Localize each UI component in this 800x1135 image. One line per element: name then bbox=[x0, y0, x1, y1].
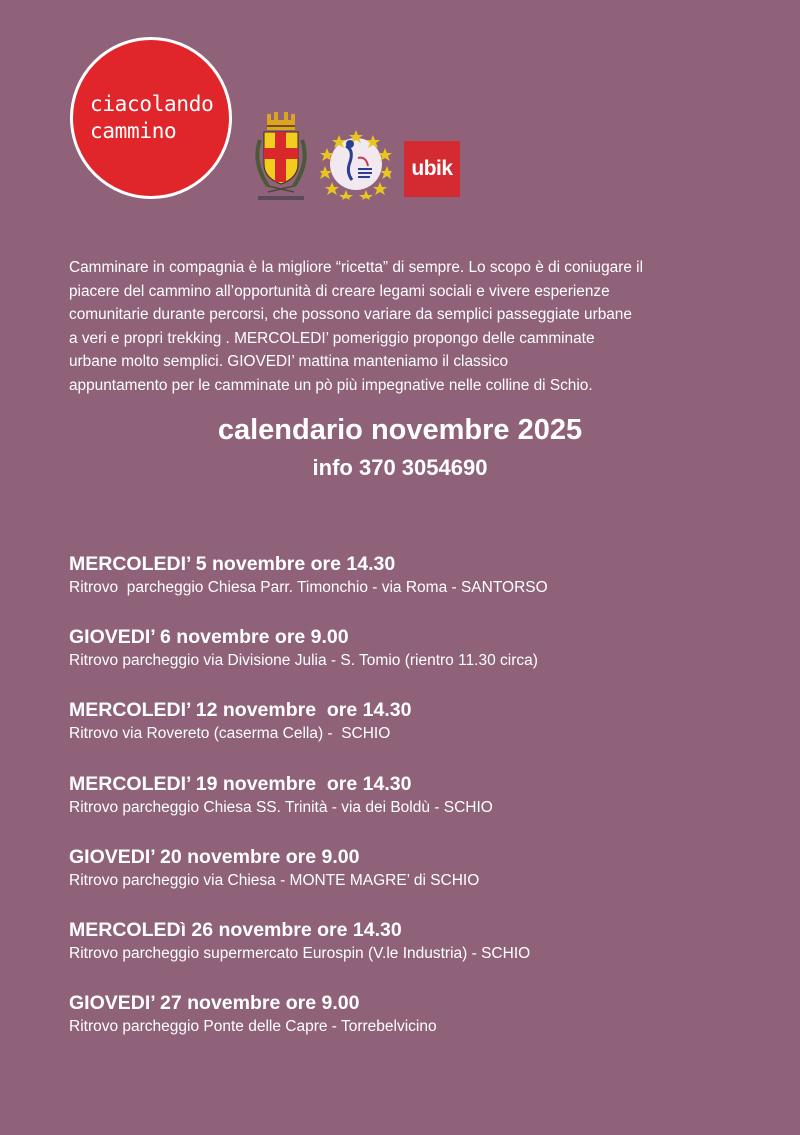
event-item bbox=[69, 697, 769, 770]
event-item bbox=[69, 917, 769, 990]
event-title: GIOVEDI’ 20 novembre ore 9.00 bbox=[69, 845, 360, 868]
intro-paragraph bbox=[69, 256, 739, 398]
intro-line: appuntamento per le camminate un pò più impegnative nelle colline di Schio. bbox=[69, 376, 593, 394]
event-meeting-point: Ritrovo via Rovereto (caserma Cella) - SCHIO bbox=[69, 725, 391, 743]
calendar-title: calendario novembre 2025 bbox=[217, 414, 583, 446]
event-title: GIOVEDI’ 6 novembre ore 9.00 bbox=[69, 626, 349, 649]
events-list bbox=[69, 551, 769, 1063]
event-meeting-point: Ritrovo parcheggio supermercato Eurospin (V.le Industria) - SCHIO bbox=[69, 944, 531, 962]
event-meeting-point: Ritrovo parcheggio via Divisione Julia - S. Tomio (rientro 11.30 circa) bbox=[69, 652, 538, 670]
intro-line: urbane molto semplici. GIOVEDI’ mattina manteniamo il classico bbox=[69, 353, 509, 371]
event-title: MERCOLEDI’ 19 novembre ore 14.30 bbox=[69, 772, 412, 795]
european-stars-emblem-icon bbox=[320, 128, 392, 200]
event-item bbox=[69, 990, 769, 1063]
logo-line-1: ciacolando bbox=[90, 92, 214, 116]
event-meeting-point: Ritrovo parcheggio via Chiesa - MONTE MAGRE’ di SCHIO bbox=[69, 871, 480, 889]
intro-line: piacere del cammino all’opportunità di creare legami sociali e vivere esperienze bbox=[69, 282, 610, 300]
event-item bbox=[69, 624, 769, 697]
event-title: MERCOLEDì 26 novembre ore 14.30 bbox=[69, 918, 402, 941]
ciacolando-cammino-logo bbox=[70, 37, 232, 199]
event-item bbox=[69, 771, 769, 844]
event-meeting-point: Ritrovo parcheggio Chiesa Parr. Timonchio - via Roma - SANTORSO bbox=[69, 579, 548, 596]
event-title: MERCOLEDI’ 5 novembre ore 14.30 bbox=[69, 553, 396, 575]
event-item bbox=[69, 844, 769, 917]
intro-line: Camminare in compagnia è la migliore “ricetta” di sempre. Lo scopo è di coniugare il bbox=[69, 259, 643, 276]
intro-line: comunitarie durante percorsi, che possono variare da semplici passeggiate urbane bbox=[69, 306, 632, 324]
logo-line-2: cammino bbox=[90, 119, 177, 143]
calendar-info-phone: info 370 3054690 bbox=[312, 455, 488, 480]
intro-line: a veri e propri trekking . MERCOLEDI’ pomeriggio propongo delle camminate bbox=[69, 329, 595, 347]
event-meeting-point: Ritrovo parcheggio Chiesa SS. Trinità - via dei Boldù - SCHIO bbox=[69, 798, 493, 816]
ubik-logo: ubik bbox=[404, 141, 460, 197]
event-title: GIOVEDI’ 27 novembre ore 9.00 bbox=[69, 992, 360, 1015]
event-item bbox=[69, 551, 769, 624]
schio-crest-icon bbox=[250, 112, 312, 204]
event-meeting-point: Ritrovo parcheggio Ponte delle Capre - Torrebelvicino bbox=[69, 1018, 437, 1036]
event-title: MERCOLEDI’ 12 novembre ore 14.30 bbox=[69, 699, 412, 722]
